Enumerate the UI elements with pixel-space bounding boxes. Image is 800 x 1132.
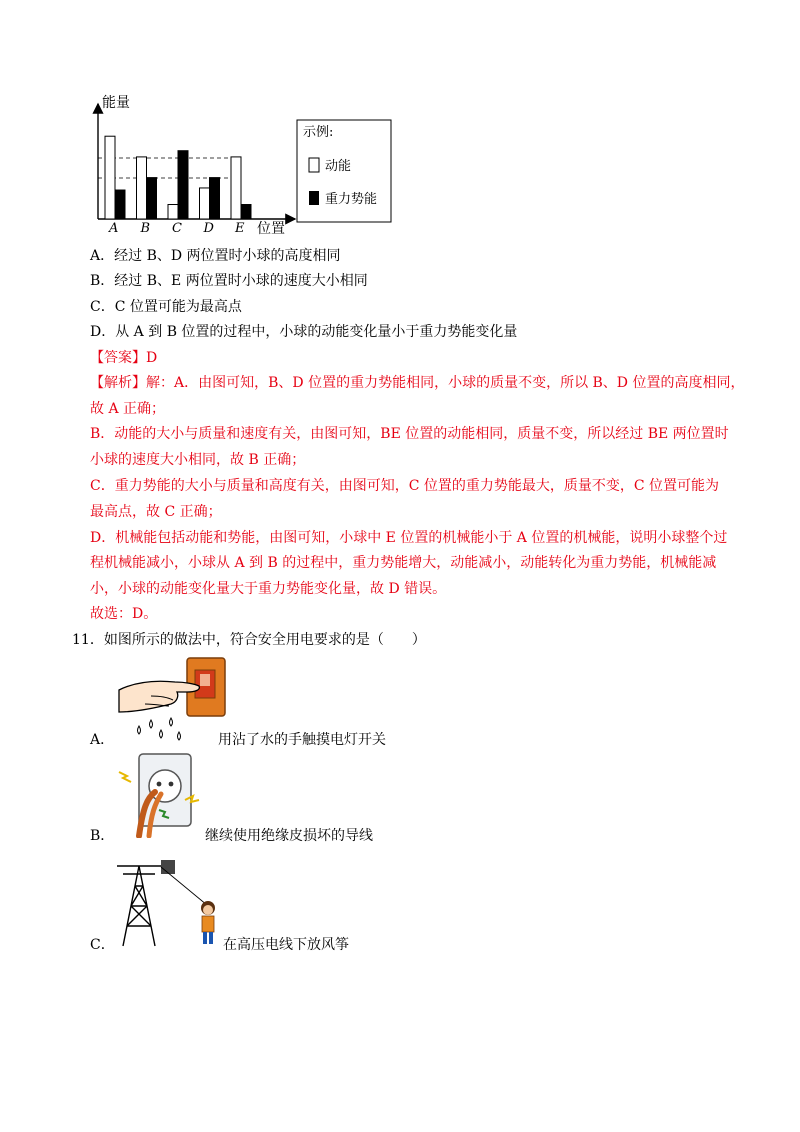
q11-stem: 11．如图所示的做法中，符合安全用电要求的是（ ）	[72, 632, 426, 648]
x-tick-d: D	[203, 221, 214, 236]
q10-analysis-line-7: D．机械能包括动能和势能，由图可知，小球中 E 位置的机械能小于 A 位置的机械能，说明小球整个过	[90, 530, 728, 546]
bar-b-kinetic	[137, 157, 147, 219]
q10-analysis-line-2: 故 A 正确；	[90, 401, 166, 417]
q10-analysis-line-8: 程机械能减小，小球从 A 到 B 的过程中，重力势能增大，动能减小，动能转化为重力势能，机械能减	[90, 555, 717, 571]
q10-answer: 【答案】D	[90, 350, 158, 366]
q10-analysis-line-6: 最高点，故 C 正确；	[90, 504, 222, 520]
q10-option-d: D．从 A 到 B 位置的过程中，小球的动能变化量小于重力势能变化量	[90, 324, 518, 340]
legend-swatch-potential	[309, 191, 319, 205]
q11-option-b-caption: 继续使用绝缘皮损坏的导线	[205, 828, 373, 844]
legend-swatch-kinetic	[309, 158, 319, 172]
q10-analysis-line-4: 小球的速度大小相同，故 B 正确；	[90, 452, 306, 468]
q10-option-a: A．经过 B、D 两位置时小球的高度相同	[90, 248, 341, 264]
bar-c-kinetic	[168, 205, 178, 219]
q11-option-b-letter: B．	[90, 828, 115, 844]
chart-legend	[297, 120, 391, 222]
kite-power-tower-illustration	[115, 852, 225, 952]
bar-e-kinetic	[231, 157, 241, 219]
x-axis-label: 位置	[257, 221, 285, 237]
x-tick-a: A	[109, 221, 119, 236]
q10-option-b: B．经过 B、E 两位置时小球的速度大小相同	[90, 273, 368, 289]
bar-b-potential	[147, 178, 157, 219]
x-tick-b: B	[140, 221, 151, 236]
bar-d-kinetic	[200, 188, 210, 219]
energy-bar-chart	[80, 90, 400, 240]
q10-conclusion: 故选：D。	[90, 606, 158, 622]
legend-label-kinetic: 动能	[325, 159, 352, 174]
legend-title: 示例:	[303, 125, 334, 140]
q10-analysis-line-1: 【解析】解：A．由图可知，B、D 位置的重力势能相同，小球的质量不变，所以 B、D 位置的高度相同，	[90, 375, 745, 391]
q10-analysis-line-5: C．重力势能的大小与质量和高度有关，由图可知，C 位置的重力势能最大，质量不变，C 位置可能为	[90, 478, 720, 494]
bar-c-potential	[178, 151, 188, 219]
bar-d-potential	[210, 178, 220, 219]
q11-option-c-caption: 在高压电线下放风筝	[223, 937, 349, 953]
q11-option-a-letter: A．	[90, 732, 115, 748]
q10-option-c: C．C 位置可能为最高点	[90, 299, 242, 315]
x-tick-e: E	[235, 221, 245, 236]
q10-analysis-line-3: B．动能的大小与质量和速度有关，由图可知，BE 位置的动能相同，质量不变，所以经过 BE 两位置时	[90, 426, 729, 442]
wet-hand-switch-illustration	[115, 656, 227, 746]
x-tick-c: C	[172, 221, 182, 236]
q11-option-c-letter: C．	[90, 937, 115, 953]
bar-a-potential	[115, 190, 125, 219]
y-axis-label: 能量	[102, 95, 130, 111]
q10-analysis-line-9: 小，小球的动能变化量大于重力势能变化量，故 D 错误。	[90, 581, 447, 597]
q11-option-a-caption: 用沾了水的手触摸电灯开关	[218, 732, 386, 748]
damaged-wire-socket-illustration	[115, 752, 203, 838]
bar-a-kinetic	[105, 136, 115, 219]
legend-label-potential: 重力势能	[325, 192, 378, 207]
bar-e-potential	[241, 205, 251, 219]
